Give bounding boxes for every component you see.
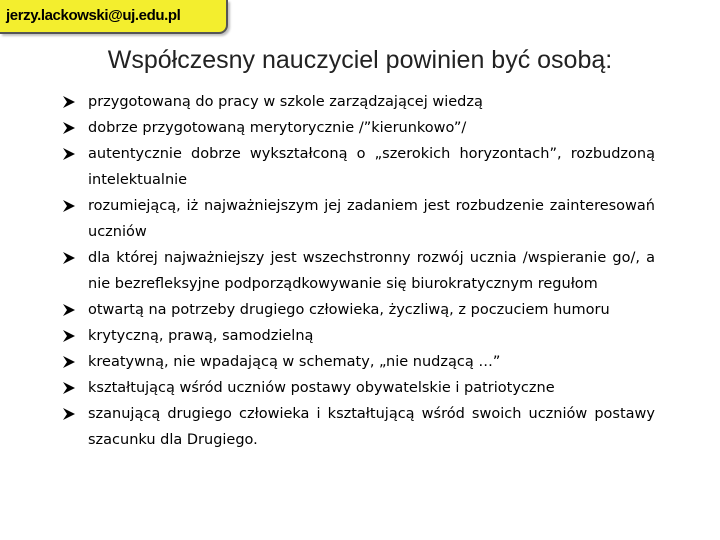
- bullet-text: autentycznie dobrze wykształconą o „szerokich horyzontach”, rozbudzoną intelektualnie: [88, 146, 655, 188]
- arrowhead-bullet-icon: [60, 297, 78, 323]
- bullet-text: dobrze przygotowaną merytorycznie /”kierunkowo”/: [88, 120, 467, 136]
- author-email-badge: jerzy.lackowski@uj.edu.pl: [0, 0, 228, 34]
- arrowhead-bullet-icon: [60, 115, 78, 141]
- arrowhead-bullet-icon: [60, 193, 78, 219]
- arrowhead-bullet-icon: [60, 349, 78, 375]
- arrowhead-bullet-icon: [60, 323, 78, 349]
- bullet-item: [60, 193, 655, 245]
- bullet-item: [60, 115, 655, 141]
- bullet-text: kreatywną, nie wpadającą w schematy, „nie nudzącą …”: [88, 354, 501, 370]
- bullet-item: [60, 297, 655, 323]
- arrowhead-bullet-icon: [60, 245, 78, 271]
- bullet-item: [60, 141, 655, 193]
- bullet-text: szanującą drugiego człowieka i kształtującą wśród swoich uczniów postawy szacunku dla Drugiego.: [88, 406, 655, 448]
- bullet-item: [60, 245, 655, 297]
- bullet-text: krytyczną, prawą, samodzielną: [88, 328, 314, 344]
- bullet-item: [60, 401, 655, 453]
- bullet-item: [60, 375, 655, 401]
- arrowhead-bullet-icon: [60, 375, 78, 401]
- slide-title: Współczesny nauczyciel powinien być osobą:: [107, 46, 613, 74]
- bullet-text: kształtującą wśród uczniów postawy obywatelskie i patriotyczne: [88, 380, 555, 396]
- arrowhead-bullet-icon: [60, 401, 78, 427]
- bullet-text: dla której najważniejszy jest wszechstronny rozwój ucznia /wspieranie go/, a nie bezrefleksyjne podporządkowywanie się biurokratycznym regułom: [88, 250, 655, 292]
- bullet-list: [60, 89, 655, 453]
- bullet-item: [60, 323, 655, 349]
- bullet-item: [60, 89, 655, 115]
- bullet-text: otwartą na potrzeby drugiego człowieka, życzliwą, z poczuciem humoru: [88, 302, 610, 318]
- bullet-text: rozumiejącą, iż najważniejszym jej zadaniem jest rozbudzenie zainteresowań uczniów: [88, 198, 655, 240]
- bullet-item: [60, 349, 655, 375]
- bullet-text: przygotowaną do pracy w szkole zarządzającej wiedzą: [88, 94, 483, 110]
- arrowhead-bullet-icon: [60, 141, 78, 167]
- arrowhead-bullet-icon: [60, 89, 78, 115]
